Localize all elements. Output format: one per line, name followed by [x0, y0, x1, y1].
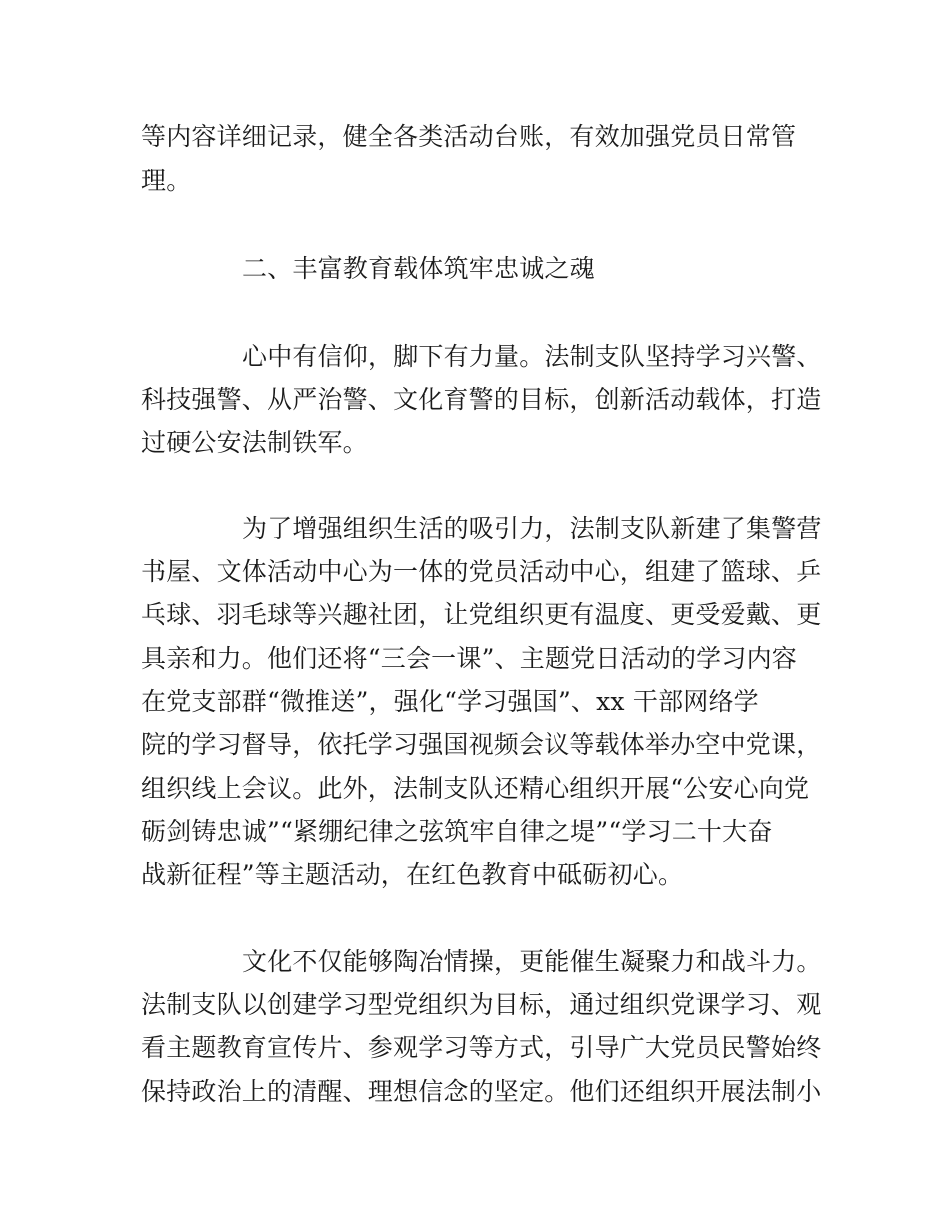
paragraph-3-line-9: 战新征程”等主题活动，在红色教育中砥砺初心。 — [141, 860, 684, 889]
paragraph-3-line-8: 砺剑铸忠诚”“紧绷纪律之弦筑牢自律之堤”“学习二十大奋 — [141, 817, 773, 846]
paragraph-4-line-4: 保持政治上的清醒、理想信念的坚定。他们还组织开展法制小 — [141, 1077, 822, 1106]
paragraph-3-line-5: 在党支部群“微推送”，强化“学习强国”、xx 干部网络学 — [141, 687, 759, 716]
paragraph-3-line-6: 院的学习督导，依托学习强国视频会议等载体举办空中党课， — [141, 730, 822, 759]
paragraph-4-line-1: 文化不仅能够陶冶情操，更能催生凝聚力和战斗力。 — [242, 947, 822, 976]
paragraph-3-line-1: 为了增强组织生活的吸引力，法制支队新建了集警营 — [242, 514, 822, 543]
paragraph-1-line-2: 理。 — [141, 166, 192, 195]
paragraph-3-line-3: 乓球、羽毛球等兴趣社团，让党组织更有温度、更受爱戴、更 — [141, 600, 822, 629]
section-heading: 二、丰富教育载体筑牢忠诚之魂 — [242, 254, 595, 283]
paragraph-3-line-2: 书屋、文体活动中心为一体的党员活动中心，组建了篮球、乒 — [141, 557, 822, 586]
paragraph-2-line-3: 过硬公安法制铁军。 — [141, 428, 368, 457]
paragraph-1-line-1: 等内容详细记录，健全各类活动台账，有效加强党员日常管 — [141, 122, 797, 151]
paragraph-4-line-3: 看主题教育宣传片、参观学习等方式，引导广大党员民警始终 — [141, 1033, 822, 1062]
paragraph-3-line-4: 具亲和力。他们还将“三会一课”、主题党日活动的学习内容 — [141, 644, 797, 673]
paragraph-4-line-2: 法制支队以创建学习型党组织为目标，通过组织党课学习、观 — [141, 990, 822, 1019]
paragraph-2-line-1: 心中有信仰，脚下有力量。法制支队坚持学习兴警、 — [242, 342, 822, 371]
paragraph-2-line-2: 科技强警、从严治警、文化育警的目标，创新活动载体，打造 — [141, 385, 822, 414]
paragraph-3-line-7: 组织线上会议。此外，法制支队还精心组织开展“公安心向党 — [141, 774, 810, 803]
